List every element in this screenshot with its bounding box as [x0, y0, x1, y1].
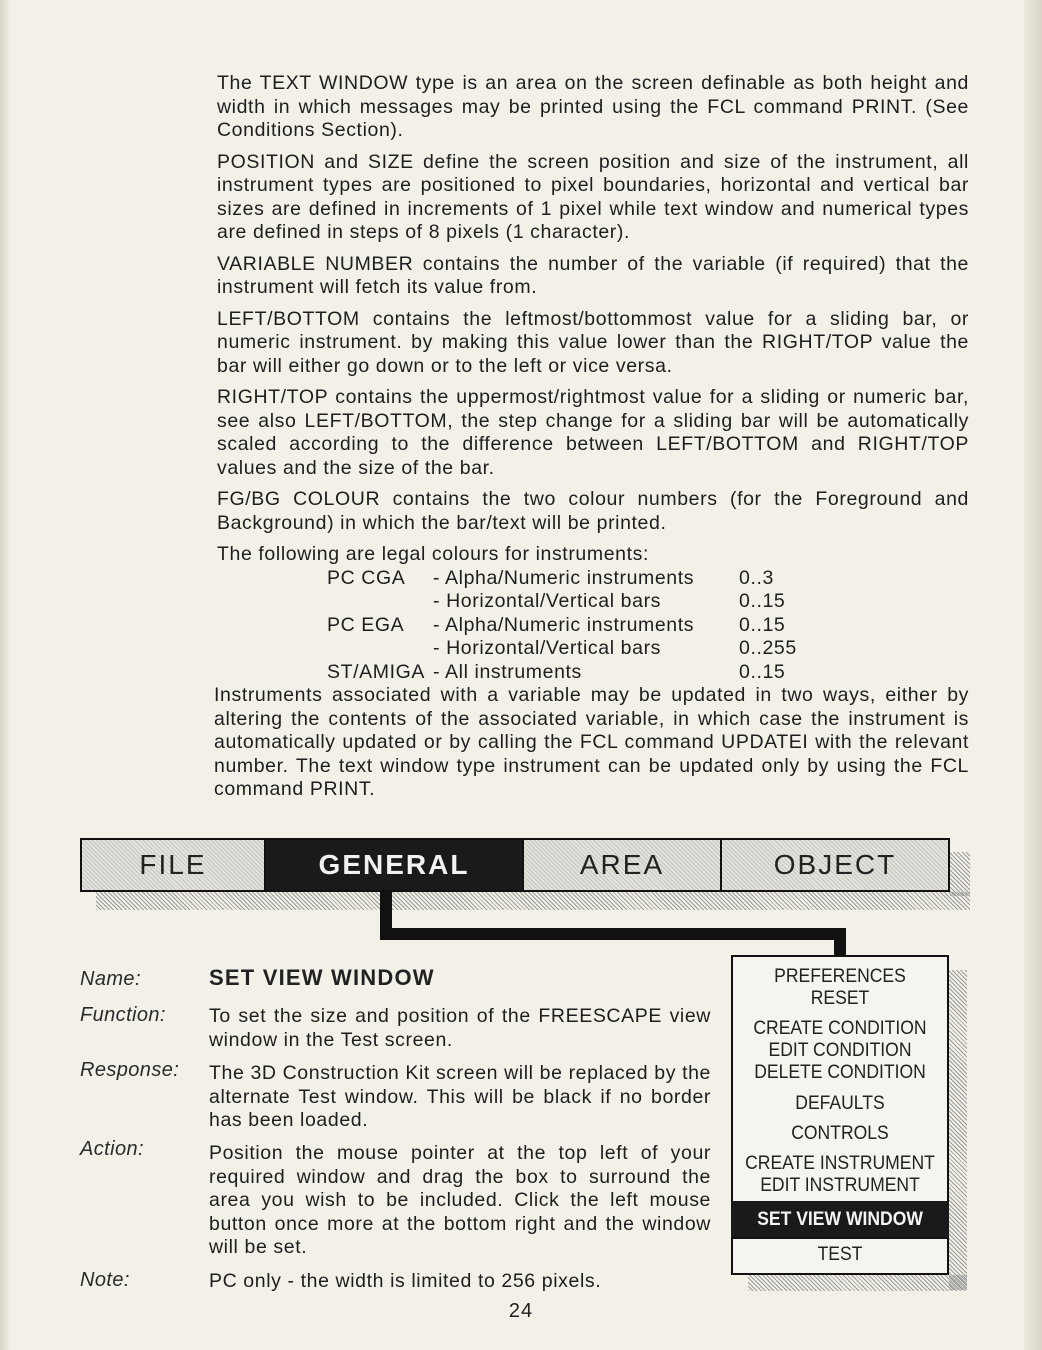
colours-intro: The following are legal colours for instruments:	[217, 543, 649, 565]
command-name: SET VIEW WINDOW	[209, 965, 435, 990]
connector-line	[380, 928, 846, 940]
colours-row	[327, 661, 803, 685]
dropdown-shadow-right	[949, 970, 967, 1290]
menu-item-delete-condition[interactable]: DELETE CONDITION	[754, 1061, 926, 1083]
menubar-shadow	[96, 892, 970, 910]
menu-item-edit-instrument[interactable]: EDIT INSTRUMENT	[760, 1174, 920, 1196]
tab-object[interactable]: OBJECT	[720, 840, 948, 890]
colours-range: 0..255	[739, 637, 797, 659]
menu-divider	[733, 1237, 947, 1239]
menu-item-test[interactable]: TEST	[817, 1243, 863, 1265]
paragraph-position-size: POSITION and SIZE define the screen position and size of the instrument, all instrument types are positioned to pixel boundaries, horizontal and vertical bar sizes are defined in increments of 1 pixel while text window and numerical types are defined in steps of 8 pixels (1 character).	[217, 150, 969, 243]
response-label: Response:	[80, 1059, 180, 1081]
tab-file[interactable]: FILE	[82, 840, 264, 890]
menu-item-create-condition[interactable]: CREATE CONDITION	[753, 1017, 927, 1039]
menu-item-set-view-window[interactable]	[731, 1201, 949, 1237]
name-label: Name:	[80, 968, 141, 990]
body-text	[214, 72, 969, 802]
page-number: 24	[508, 1300, 534, 1322]
menu-item-controls[interactable]: CONTROLS	[791, 1122, 889, 1144]
action-text: Position the mouse pointer at the top left of your required window and drag the box to surround the area you wish to be included. Click the left mouse button once more at the bottom right and the window will be set.	[209, 1142, 711, 1258]
dropdown-shadow-bottom	[748, 1275, 967, 1291]
menubar-shadow-right	[950, 852, 970, 896]
colours-range: 0..3	[739, 566, 774, 589]
menu-item-defaults[interactable]: DEFAULTS	[795, 1092, 885, 1114]
colours-row	[327, 590, 803, 614]
colours-row	[327, 567, 803, 591]
action-label: Action:	[80, 1138, 144, 1160]
function-text: To set the size and position of the FREESCAPE view window in the Test screen.	[209, 1005, 711, 1051]
tab-area[interactable]: AREA	[522, 840, 720, 890]
menu-item-edit-condition[interactable]: EDIT CONDITION	[768, 1039, 912, 1061]
menu-item-preferences[interactable]: PREFERENCES	[774, 965, 906, 987]
colours-desc: - Horizontal/Vertical bars	[433, 637, 662, 659]
colours-desc: - Alpha/Numeric instruments	[433, 613, 695, 636]
colours-desc: - Alpha/Numeric instruments	[433, 566, 695, 589]
colours-range: 0..15	[739, 613, 786, 636]
menu-item-label: SET VIEW WINDOW	[757, 1208, 923, 1230]
colours-desc: - Horizontal/Vertical bars	[433, 590, 662, 612]
menu-item-reset[interactable]: RESET	[810, 987, 870, 1009]
response-text: The 3D Construction Kit screen will be replaced by the alternate Test window. This will be black if no border has been loaded.	[209, 1062, 711, 1131]
colours-system	[327, 590, 433, 614]
colours-system: PC EGA	[327, 613, 405, 636]
colours-row	[327, 614, 803, 638]
paragraph-left-bottom: LEFT/BOTTOM contains the leftmost/bottommost value for a sliding bar, or numeric instrument. by making this value lower than the RIGHT/TOP value the bar will either go down or to the left or vice versa.	[217, 307, 969, 377]
page-binding-edge	[0, 0, 10, 1350]
connector-line	[834, 928, 846, 956]
page-right-edge	[1024, 0, 1042, 1350]
colours-system	[327, 637, 433, 661]
general-dropdown-menu	[731, 955, 949, 1275]
paragraph-fg-bg-colour: FG/BG COLOUR contains the two colour numbers (for the Foreground and Background) in which the bar/text will be printed.	[217, 488, 969, 534]
menu-item-create-instrument[interactable]: CREATE INSTRUMENT	[745, 1152, 935, 1174]
colours-system: ST/AMIGA	[327, 660, 425, 683]
paragraph-instruments-update: Instruments associated with a variable may be updated in two ways, either by altering the contents of the associated variable, in which case the instrument is automatically updated or by calling the FCL command UPDATEI with the relevant number. The text window type instrument can be updated only by using the FCL command PRINT.	[214, 684, 969, 800]
colours-row	[327, 637, 803, 661]
tab-general[interactable]: GENERAL	[264, 840, 522, 890]
colours-desc: - All instruments	[433, 660, 582, 683]
paragraph-variable-number: VARIABLE NUMBER contains the number of the variable (if required) that the instrument will fetch its value from.	[217, 252, 969, 298]
paragraph-right-top: RIGHT/TOP contains the uppermost/rightmost value for a sliding or numeric bar, see also LEFT/BOTTOM, the step change for a sliding bar will be automatically scaled according to the difference between LEFT/BOTTOM and RIGHT/TOP values and the size of the bar.	[217, 386, 969, 479]
menubar	[80, 838, 950, 892]
function-label: Function:	[80, 1004, 166, 1026]
paragraph-text-window: The TEXT WINDOW type is an area on the screen definable as both height and width in which messages may be printed using the FCL command PRINT. (See Conditions Section).	[217, 72, 969, 141]
note-label: Note:	[80, 1269, 130, 1291]
note-text: PC only - the width is limited to 256 pixels.	[209, 1270, 602, 1292]
colours-range: 0..15	[739, 590, 786, 612]
colours-table	[327, 567, 803, 685]
colours-range: 0..15	[739, 660, 786, 683]
colours-system: PC CGA	[327, 566, 406, 589]
